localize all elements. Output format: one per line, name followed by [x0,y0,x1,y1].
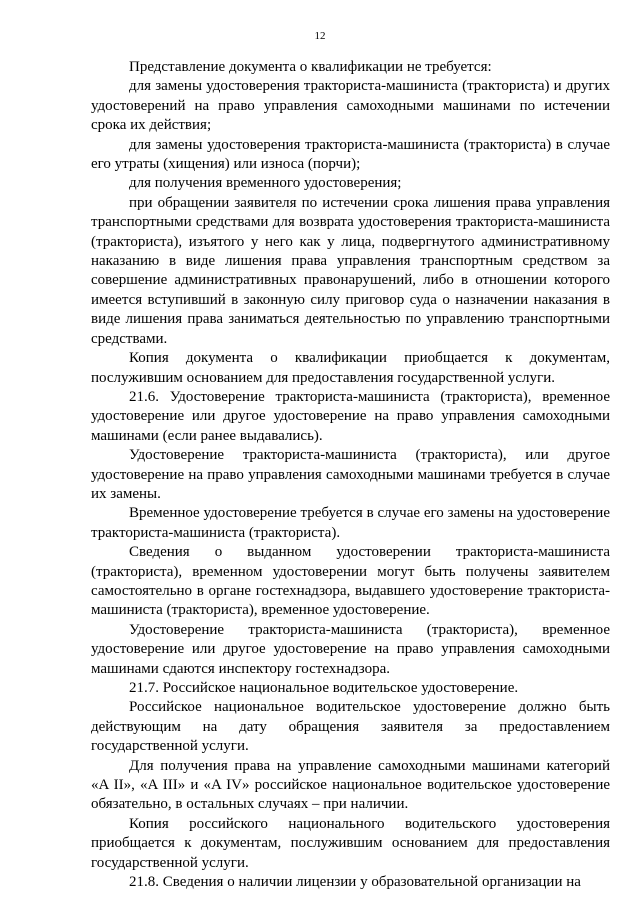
paragraph-issued-license-info: Сведения о выданном удостоверении тракториста-машиниста (тракториста), временном удостоверении могут быть получены заявителем самостоятельно в органе гостехнадзора, выдавшего удостоверение тракториста-машиниста (тракториста), временное удостоверение. [91,544,610,619]
document-body [91,58,610,892]
paragraph-section-21-6: 21.6. Удостоверение тракториста-машиниста (тракториста), временное удостоверение или другое удостоверение на право управления самоходными машинами (если ранее выдавались). [91,388,610,444]
paragraph-qualification-not-required: Представление документа о квалификации не требуется: [129,59,492,75]
paragraph-driver-license-categories: Для получения права на управление самоходными машинами категорий «A II», «A III» и «A IV» российское национальное водительское удостоверение обязательно, в остальных случаях – при наличии. [91,757,610,813]
paragraph-temporary-replacement: Временное удостоверение требуется в случае его замены на удостоверение тракториста-машиниста (тракториста). [91,505,610,541]
paragraph-driver-license-valid: Российское национальное водительское удостоверение должно быть действующим на дату обращения заявителя за предоставлением государственной услуги. [91,699,610,755]
paragraph-temporary-license: для получения временного удостоверения; [129,175,402,192]
paragraph-section-21-7: 21.7. Российское национальное водительское удостоверение. [129,680,519,696]
paragraph-license-surrender: Удостоверение тракториста-машиниста (тракториста), временное удостоверение или другое удостоверение на право управления самоходными машинами сдаются инспектору гостехнадзора. [91,621,610,677]
paragraph-replacement-expiry: для замены удостоверения тракториста-машиниста (тракториста) и других удостоверений на право управления самоходными машинами по истечении срока их действия; [91,78,610,134]
paragraph-deprivation-return: при обращении заявителя по истечении срока лишения права управления транспортными средствами для возврата удостоверения тракториста-машиниста (тракториста), изъятого у него как у лица, подвергнутого административному наказанию в виде лишения права управления транспортным средством за совершение административных правонарушений, либо в отношении которого имеется вступивший в законную силу приговор суда о назначении наказания в виде лишения права заниматься деятельностью по управлению транспортными средствами. [91,194,610,347]
paragraph-section-21-8: 21.8. Сведения о наличии лицензии у образовательной организации на [129,874,581,891]
paragraph-replacement-loss: для замены удостоверения тракториста-машиниста (тракториста) в случае его утраты (хищения) или износа (порчи); [91,136,610,173]
paragraph-license-replacement-required: Удостоверение тракториста-машиниста (тракториста), или другое удостоверение на право управления самоходными машинами требуется в случае их замены. [91,447,610,502]
paragraph-qualification-copy: Копия документа о квалификации приобщается к документам, послужившим основанием для предоставления государственной услуги. [91,350,610,386]
page-number: 12 [314,30,326,42]
paragraph-driver-license-copy: Копия российского национального водительского удостоверения приобщается к документам, послужившим основанием для предоставления государственной услуги. [91,815,610,871]
